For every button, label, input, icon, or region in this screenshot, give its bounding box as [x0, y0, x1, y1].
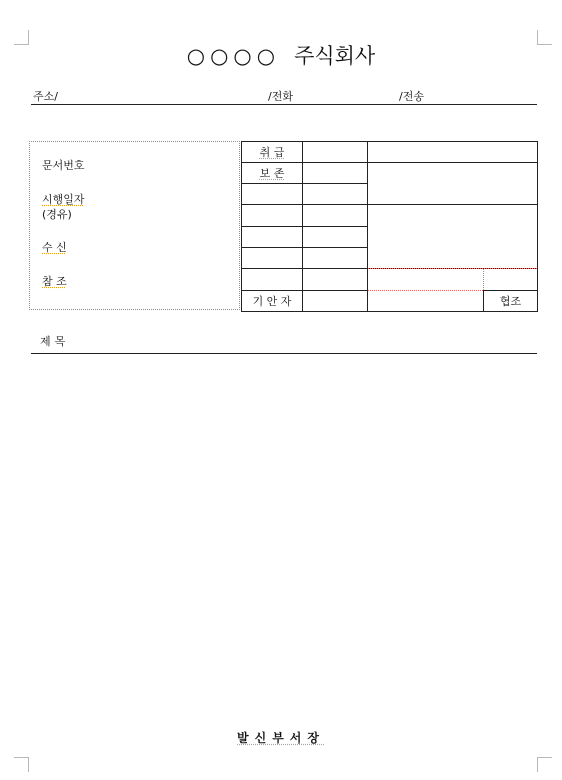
handling-label: 취 급 — [241, 141, 303, 163]
fax-label: /전송 — [399, 90, 424, 103]
grid-cell — [241, 268, 303, 291]
header-rule — [31, 104, 537, 105]
grid-cell — [302, 162, 368, 184]
grid-cell — [302, 204, 368, 227]
recipient-label: 수 신 — [42, 241, 67, 254]
grid-cell — [302, 247, 368, 269]
issue-date-label: 시행일자 — [42, 193, 85, 206]
dotted-divider — [483, 269, 484, 290]
company-name-placeholder: ○○○○ — [186, 44, 281, 68]
grid-cell — [241, 183, 303, 205]
grid-cell — [241, 247, 303, 269]
via-label: (경유) — [42, 208, 72, 221]
grid-cell — [302, 183, 368, 205]
crop-mark-bottom-right — [537, 757, 552, 772]
grid-cell — [367, 162, 538, 205]
sender-signature-line — [0, 729, 562, 746]
company-type: 주식회사 — [294, 44, 376, 68]
grid-cell — [241, 204, 303, 227]
reference-label: 참 조 — [42, 275, 67, 288]
phone-label: /전화 — [268, 90, 293, 103]
grid-cell — [367, 204, 538, 269]
grid-cell — [302, 226, 368, 248]
cooperation-label: 협조 — [483, 290, 538, 312]
grid-cell — [241, 226, 303, 248]
crop-mark-bottom-left — [14, 757, 29, 772]
grid-border — [537, 269, 538, 290]
grid-cell — [302, 290, 368, 312]
grid-cell — [367, 290, 484, 312]
subject-rule — [31, 353, 537, 354]
dotted-divider — [368, 268, 537, 269]
document-title — [0, 40, 562, 70]
grid-cell — [367, 141, 538, 163]
drafter-label: 기 안 자 — [241, 290, 303, 312]
retention-label: 보 존 — [241, 162, 303, 184]
doc-number-label: 문서번호 — [42, 159, 85, 172]
sender-label: 발신부서장 — [237, 731, 325, 745]
subject-label: 제목 — [40, 335, 70, 348]
grid-cell — [302, 141, 368, 163]
grid-cell — [302, 268, 368, 291]
address-label: 주소/ — [33, 90, 58, 103]
